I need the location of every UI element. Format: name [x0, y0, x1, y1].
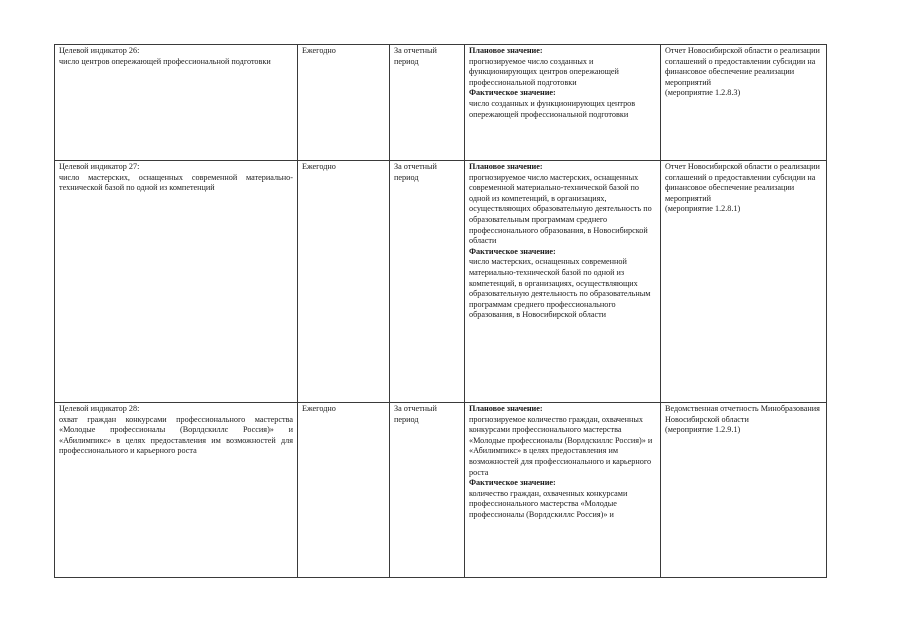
table-row: [55, 161, 827, 403]
period-cell: За отчетный период: [390, 161, 465, 403]
period-cell: За отчетный период: [390, 403, 465, 578]
indicator-title: Целевой индикатор 27:: [59, 162, 140, 171]
actual-label: Фактическое значение:: [469, 246, 556, 256]
actual-text: число мастерских, оснащенных современной материально-технической базой по одной из компетенций, в организациях, осуществляющих образовательную деятельность по образовательным программам среднего профессионального образования, в Новосибирской области: [469, 257, 651, 320]
indicator-text: число мастерских, оснащенных современной материально-технической базой по одной из компетенций: [59, 172, 293, 193]
planned-label: Плановое значение:: [469, 46, 543, 55]
source-cell: [661, 403, 827, 578]
planned-text: прогнозируемое число мастерских, оснащенных современной материально-технической базой по одной из компетенций, в организациях, осуществляющих образовательную деятельность по образовательным программам среднего профессионального образования, в Новосибирской области: [469, 172, 652, 246]
values-cell: [465, 45, 661, 161]
table-row: [55, 45, 827, 161]
actual-label: Фактическое значение:: [469, 88, 556, 98]
periodicity-cell: Ежегодно: [298, 403, 390, 578]
planned-label: Плановое значение:: [469, 404, 543, 413]
actual-text: число созданных и функционирующих центров опережающей профессиональной подготовки: [469, 98, 636, 119]
values-cell: [465, 403, 661, 578]
planned-text: прогнозируемое количество граждан, охваченных конкурсами профессионального мастерства «Молодые профессионалы (Ворлдскиллс Россия)» и «Абилимпикс» в целях предоставления им возможностей для профессионального и карьерного роста: [469, 414, 653, 477]
event-ref: (мероприятие 1.2.9.1): [665, 425, 741, 435]
indicator-title: Целевой индикатор 26:: [59, 46, 140, 55]
indicator-cell: [55, 403, 298, 578]
table-row: [55, 403, 827, 578]
indicators-table: [54, 44, 827, 578]
source-text: Отчет Новосибирской области о реализации соглашений о предоставлении субсидии на финансовое обеспечение реализации мероприятий: [665, 162, 820, 203]
source-text: Ведомственная отчетность Минобразования Новосибирской области: [665, 404, 820, 424]
periodicity-cell: Ежегодно: [298, 161, 390, 403]
period-cell: За отчетный период: [390, 45, 465, 161]
event-ref: (мероприятие 1.2.8.3): [665, 88, 741, 98]
periodicity-cell: Ежегодно: [298, 45, 390, 161]
indicator-cell: [55, 161, 298, 403]
indicator-cell: [55, 45, 298, 161]
indicator-text: число центров опережающей профессиональной подготовки: [59, 56, 271, 66]
indicator-title: Целевой индикатор 28:: [59, 404, 140, 413]
source-cell: [661, 161, 827, 403]
source-cell: [661, 45, 827, 161]
indicator-text: охват граждан конкурсами профессионального мастерства «Молодые профессионалы (Ворлдскиллс Россия)» и «Абилимпикс» в целях предоставления им возможностей для профессионального и карьерного роста: [59, 414, 293, 456]
event-ref: (мероприятие 1.2.8.1): [665, 204, 741, 214]
actual-label: Фактическое значение:: [469, 478, 556, 488]
values-cell: [465, 161, 661, 403]
source-text: Отчет Новосибирской области о реализации соглашений о предоставлении субсидии на финансовое обеспечение реализации мероприятий: [665, 46, 820, 87]
planned-label: Плановое значение:: [469, 162, 543, 171]
actual-text: количество граждан, охваченных конкурсами профессионального мастерства «Молодые профессионалы (Ворлдскиллс Россия)» и: [469, 488, 628, 519]
planned-text: прогнозируемое число созданных и функционирующих центров опережающей профессиональной подготовки: [469, 56, 619, 87]
